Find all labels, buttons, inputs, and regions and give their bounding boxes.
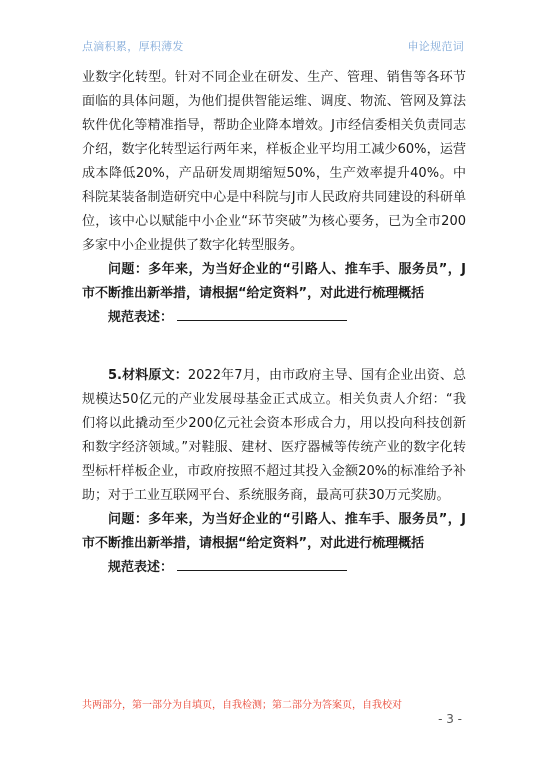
section1-answer-blank[interactable] xyxy=(177,306,347,321)
section2-answer-label: 规范表述： xyxy=(108,560,174,575)
header-slogan: 点滴积累，厚积薄发 xyxy=(82,40,184,53)
section-gap xyxy=(82,330,466,364)
section2-heading: 5.材料原文： xyxy=(108,368,188,383)
section1-answer-label: 规范表述： xyxy=(108,310,174,325)
section1-paragraph: 业数字化转型。针对不同企业在研发、生产、管理、销售等各环节面临的具体问题，为他们提供智能运维、调度、物流、管网及算法软件优化等精准指导，帮助企业降本增效。J市经信委相关负责同志介绍，数字化转型运行两年来，样板企业平均用工减少60%，运营成本降低20%，产品研发周期缩短50%，生产效率提升40%。中科院某装备制造研究中心是中科院与J市人民政府共同建设的科研单位，该中心以赋能中小企业“环节突破”为核心要务，已为全市200多家中小企业提供了数字化转型服务。 xyxy=(82,70,466,253)
section2-body: 2022年7月，由市政府主导、国有企业出资、总规模达50亿元的产业发展母基金正式成立。相关负责人介绍：“我们将以此撬动至少200亿元社会资本形成合力，用以投向科技创新和数字经济领域。”对鞋服、建材、医疗器械等传统产业的数字化转型标杆样板企业，市政府按照不超过其投入金额20%的标准给予补助；对于工业互联网平台、系统服务商，最高可获30万元奖励。 xyxy=(82,368,467,503)
document-body xyxy=(82,66,466,580)
section2-paragraph xyxy=(82,364,466,508)
header-title: 申论规范词 xyxy=(407,40,464,53)
section2-question: 问题：多年来，为当好企业的“引路人、推车手、服务员”，J市不断推出新举措，请根据“给定资料”，对此进行梳理概括 xyxy=(82,512,466,551)
section2-answer-row xyxy=(82,556,466,580)
section2-answer-blank[interactable] xyxy=(177,556,347,571)
footer-note: 共两部分，第一部分为自填页，自我检测；第二部分为答案页，自我校对 xyxy=(82,700,402,711)
section1-question: 问题：多年来，为当好企业的“引路人、推车手、服务员”，J市不断推出新举措，请根据“给定资料”，对此进行梳理概括 xyxy=(82,262,466,301)
section1-answer-row xyxy=(82,306,466,330)
page-number: - 3 - xyxy=(438,712,462,726)
